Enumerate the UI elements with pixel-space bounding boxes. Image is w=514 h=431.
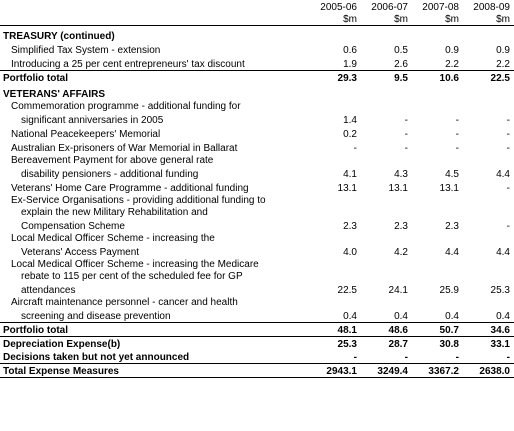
value-cell: 13.1	[439, 183, 459, 194]
table-row	[0, 140, 514, 154]
value-cell	[463, 232, 514, 244]
value-cell: -	[506, 352, 510, 363]
section-heading: VETERANS' AFFAIRS	[3, 89, 106, 100]
row-label: Bereavement Payment for above general rate	[11, 155, 214, 166]
value-cell: 50.7	[412, 323, 463, 337]
value-cell: 48.6	[361, 323, 412, 337]
table-row	[0, 100, 514, 112]
table-row	[0, 42, 514, 56]
value-cell	[463, 270, 514, 282]
value-cell	[361, 206, 412, 218]
table-row	[0, 166, 514, 180]
value-cell: 4.4	[496, 169, 510, 180]
value-cell: -	[404, 352, 408, 363]
value-cell: -	[353, 143, 357, 154]
value-cell: 0.5	[394, 45, 408, 56]
value-cell: -	[506, 183, 510, 194]
value-cell: 2.3	[445, 221, 459, 232]
row-label: attendances	[21, 285, 76, 296]
table-row	[0, 112, 514, 126]
value-cell	[412, 270, 463, 282]
grand-total-row	[0, 364, 514, 378]
row-label: Local Medical Officer Scheme - increasing the Medicare	[11, 259, 259, 270]
value-cell: 13.1	[388, 183, 408, 194]
value-cell: 4.0	[343, 247, 357, 258]
unit-header: $m	[412, 13, 463, 26]
value-cell	[361, 232, 412, 244]
value-cell: 34.6	[463, 323, 514, 337]
row-label: Introducing a 25 per cent entrepreneurs' tax discount	[11, 59, 245, 70]
total-label: Portfolio total	[0, 71, 310, 85]
value-cell: -	[506, 143, 510, 154]
value-cell	[463, 206, 514, 218]
value-cell: 4.1	[343, 169, 357, 180]
value-cell: -	[506, 115, 510, 126]
value-cell: -	[506, 129, 510, 140]
table-row	[0, 282, 514, 296]
table-row	[0, 218, 514, 232]
table-row	[0, 296, 514, 308]
table-row	[0, 56, 514, 71]
table-row	[0, 206, 514, 218]
value-cell: 2.3	[394, 221, 408, 232]
value-cell: 0.4	[394, 311, 408, 322]
table-row	[0, 154, 514, 166]
value-cell	[361, 100, 412, 112]
value-cell	[361, 194, 412, 206]
row-label: National Peacekeepers' Memorial	[11, 129, 161, 140]
unit-header: $m	[361, 13, 412, 26]
value-cell	[310, 100, 361, 112]
value-cell: 3367.2	[412, 364, 463, 378]
value-cell: 25.9	[439, 285, 459, 296]
section-heading-row	[0, 84, 514, 100]
value-cell: 4.3	[394, 169, 408, 180]
value-cell	[412, 206, 463, 218]
value-cell	[361, 270, 412, 282]
value-cell: 1.4	[343, 115, 357, 126]
value-cell: 4.4	[445, 247, 459, 258]
table-row	[0, 126, 514, 140]
row-label: Australian Ex-prisoners of War Memorial in Ballarat	[11, 143, 238, 154]
value-cell: 2.2	[496, 59, 510, 70]
value-cell: 13.1	[337, 183, 357, 194]
value-cell: 2.6	[394, 59, 408, 70]
value-cell	[412, 296, 463, 308]
year-header: 2008-09	[473, 2, 510, 13]
value-cell	[412, 194, 463, 206]
value-cell: -	[506, 221, 510, 232]
value-cell	[310, 206, 361, 218]
value-cell	[463, 154, 514, 166]
year-header-row	[0, 0, 514, 13]
value-cell: 33.1	[490, 339, 510, 350]
year-header: 2007-08	[422, 2, 459, 13]
value-cell: 0.4	[445, 311, 459, 322]
value-cell	[463, 296, 514, 308]
value-cell	[310, 296, 361, 308]
value-cell: 4.4	[496, 247, 510, 258]
summary-row	[0, 350, 514, 364]
value-cell: 22.5	[337, 285, 357, 296]
value-cell: 25.3	[337, 339, 357, 350]
value-cell: 0.4	[496, 311, 510, 322]
unit-header: $m	[310, 13, 361, 26]
summary-row	[0, 337, 514, 351]
section-heading: TREASURY (continued)	[3, 31, 115, 42]
unit-header-row	[0, 13, 514, 26]
year-header: 2005-06	[320, 2, 357, 13]
value-cell: 4.2	[394, 247, 408, 258]
row-label: explain the new Military Rehabilitation and	[21, 207, 208, 218]
value-cell: -	[404, 143, 408, 154]
table-row	[0, 244, 514, 258]
row-label: screening and disease prevention	[21, 311, 171, 322]
value-cell: 10.6	[412, 71, 463, 85]
value-cell: 2638.0	[463, 364, 514, 378]
value-cell: 9.5	[361, 71, 412, 85]
value-cell	[412, 100, 463, 112]
value-cell: -	[404, 129, 408, 140]
summary-label: Total Expense Measures	[0, 364, 310, 378]
value-cell: 25.3	[490, 285, 510, 296]
value-cell: -	[455, 129, 459, 140]
value-cell: 30.8	[439, 339, 459, 350]
row-label: Compensation Scheme	[21, 221, 125, 232]
value-cell	[361, 154, 412, 166]
value-cell	[361, 296, 412, 308]
year-header: 2006-07	[371, 2, 408, 13]
value-cell	[463, 194, 514, 206]
value-cell: -	[455, 143, 459, 154]
row-label: Aircraft maintenance personnel - cancer and health	[11, 297, 238, 308]
table-row	[0, 232, 514, 244]
section-heading-row	[0, 26, 514, 43]
row-label: Veterans' Home Care Programme - additional funding	[11, 183, 249, 194]
table-row	[0, 258, 514, 270]
value-cell: 0.4	[343, 311, 357, 322]
row-label: Commemoration programme - additional funding for	[11, 101, 241, 112]
value-cell: 28.7	[388, 339, 408, 350]
value-cell: 1.9	[343, 59, 357, 70]
summary-label: Decisions taken but not yet announced	[3, 352, 190, 363]
value-cell: 22.5	[463, 71, 514, 85]
value-cell: 48.1	[310, 323, 361, 337]
row-label: Local Medical Officer Scheme - increasing the	[11, 233, 215, 244]
table-body	[0, 26, 514, 378]
value-cell: -	[404, 115, 408, 126]
value-cell	[310, 258, 361, 270]
value-cell	[310, 232, 361, 244]
summary-label: Depreciation Expense(b)	[3, 339, 121, 350]
row-label: Veterans' Access Payment	[21, 247, 140, 258]
value-cell: 0.9	[445, 45, 459, 56]
value-cell	[412, 154, 463, 166]
unit-header: $m	[463, 13, 514, 26]
value-cell: 0.2	[343, 129, 357, 140]
value-cell	[310, 270, 361, 282]
row-label: Simplified Tax System - extension	[11, 45, 161, 56]
value-cell	[310, 194, 361, 206]
value-cell: -	[455, 115, 459, 126]
value-cell: 2.2	[445, 59, 459, 70]
value-cell	[412, 258, 463, 270]
value-cell: 2.3	[343, 221, 357, 232]
table-row	[0, 194, 514, 206]
value-cell	[463, 100, 514, 112]
value-cell: -	[353, 352, 357, 363]
row-label: rebate to 115 per cent of the scheduled fee for GP	[21, 271, 243, 282]
value-cell	[463, 258, 514, 270]
table-row	[0, 180, 514, 194]
value-cell: 29.3	[310, 71, 361, 85]
table-row	[0, 308, 514, 323]
value-cell: -	[455, 352, 459, 363]
value-cell	[361, 258, 412, 270]
total-label: Portfolio total	[0, 323, 310, 337]
value-cell	[412, 232, 463, 244]
value-cell: 3249.4	[361, 364, 412, 378]
value-cell: 0.6	[343, 45, 357, 56]
portfolio-total-row	[0, 323, 514, 337]
value-cell: 24.1	[388, 285, 408, 296]
table-row	[0, 270, 514, 282]
value-cell: 4.5	[445, 169, 459, 180]
value-cell: 0.9	[496, 45, 510, 56]
row-label: significant anniversaries in 2005	[21, 115, 164, 126]
value-cell: 2943.1	[310, 364, 361, 378]
row-label: disability pensioners - additional funding	[21, 169, 199, 180]
row-label: Ex-Service Organisations - providing additional funding to	[11, 195, 266, 206]
portfolio-total-row	[0, 71, 514, 85]
value-cell	[310, 154, 361, 166]
